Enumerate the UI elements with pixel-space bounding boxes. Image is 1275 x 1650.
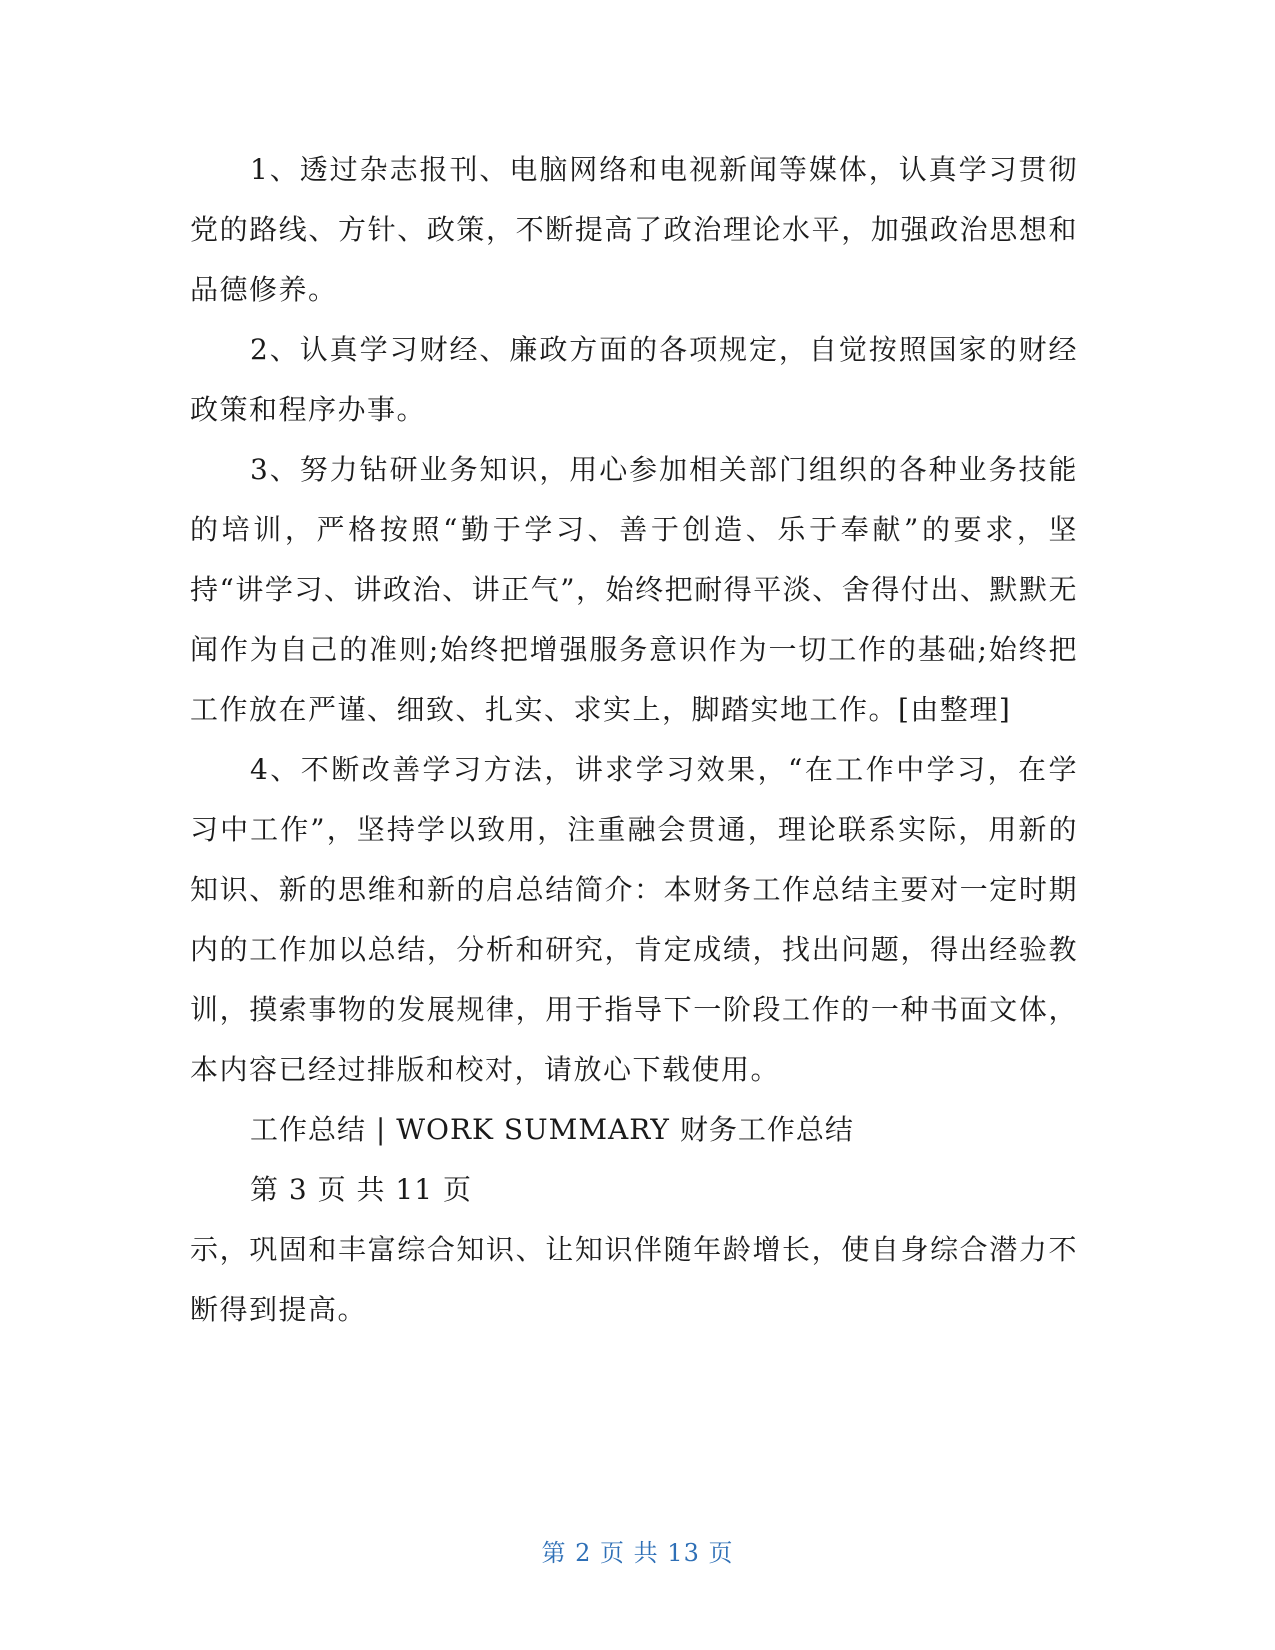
paragraph-1: 1、透过杂志报刊、电脑网络和电视新闻等媒体，认真学习贯彻党的路线、方针、政策，不断提高了政治理论水平，加强政治思想和品德修养。 (190, 153, 1078, 306)
paragraph-2: 2、认真学习财经、廉政方面的各项规定，自觉按照国家的财经政策和程序办事。 (190, 333, 1078, 426)
embedded-page-label: 第 3 页 共 11 页 (250, 1173, 472, 1206)
document-body (190, 140, 1078, 1340)
embedded-header: 工作总结 | WORK SUMMARY 财务工作总结 (250, 1113, 854, 1146)
continuation-paragraph: 示，巩固和丰富综合知识、让知识伴随年龄增长，使自身综合潜力不断得到提高。 (190, 1233, 1078, 1326)
paragraph-4: 4、不断改善学习方法，讲求学习效果，“在工作中学习，在学习中工作”，坚持学以致用，注重融会贯通，理论联系实际，用新的知识、新的思维和新的启总结简介：本财务工作总结主要对一定时期内的工作加以总结，分析和研究，肯定成绩，找出问题，得出经验教训，摸索事物的发展规律，用于指导下一阶段工作的一种书面文体，本内容已经过排版和校对，请放心下载使用。 (190, 753, 1078, 1086)
page-footer: 第 2 页 共 13 页 (541, 1539, 734, 1567)
paragraph-3: 3、努力钻研业务知识，用心参加相关部门组织的各种业务技能的培训，严格按照“勤于学习、善于创造、乐于奉献”的要求，坚持“讲学习、讲政治、讲正气”，始终把耐得平淡、舍得付出、默默无闻作为自己的准则;始终把增强服务意识作为一切工作的基础;始终把工作放在严谨、细致、扎实、求实上，脚踏实地工作。[由整理] (190, 453, 1078, 726)
